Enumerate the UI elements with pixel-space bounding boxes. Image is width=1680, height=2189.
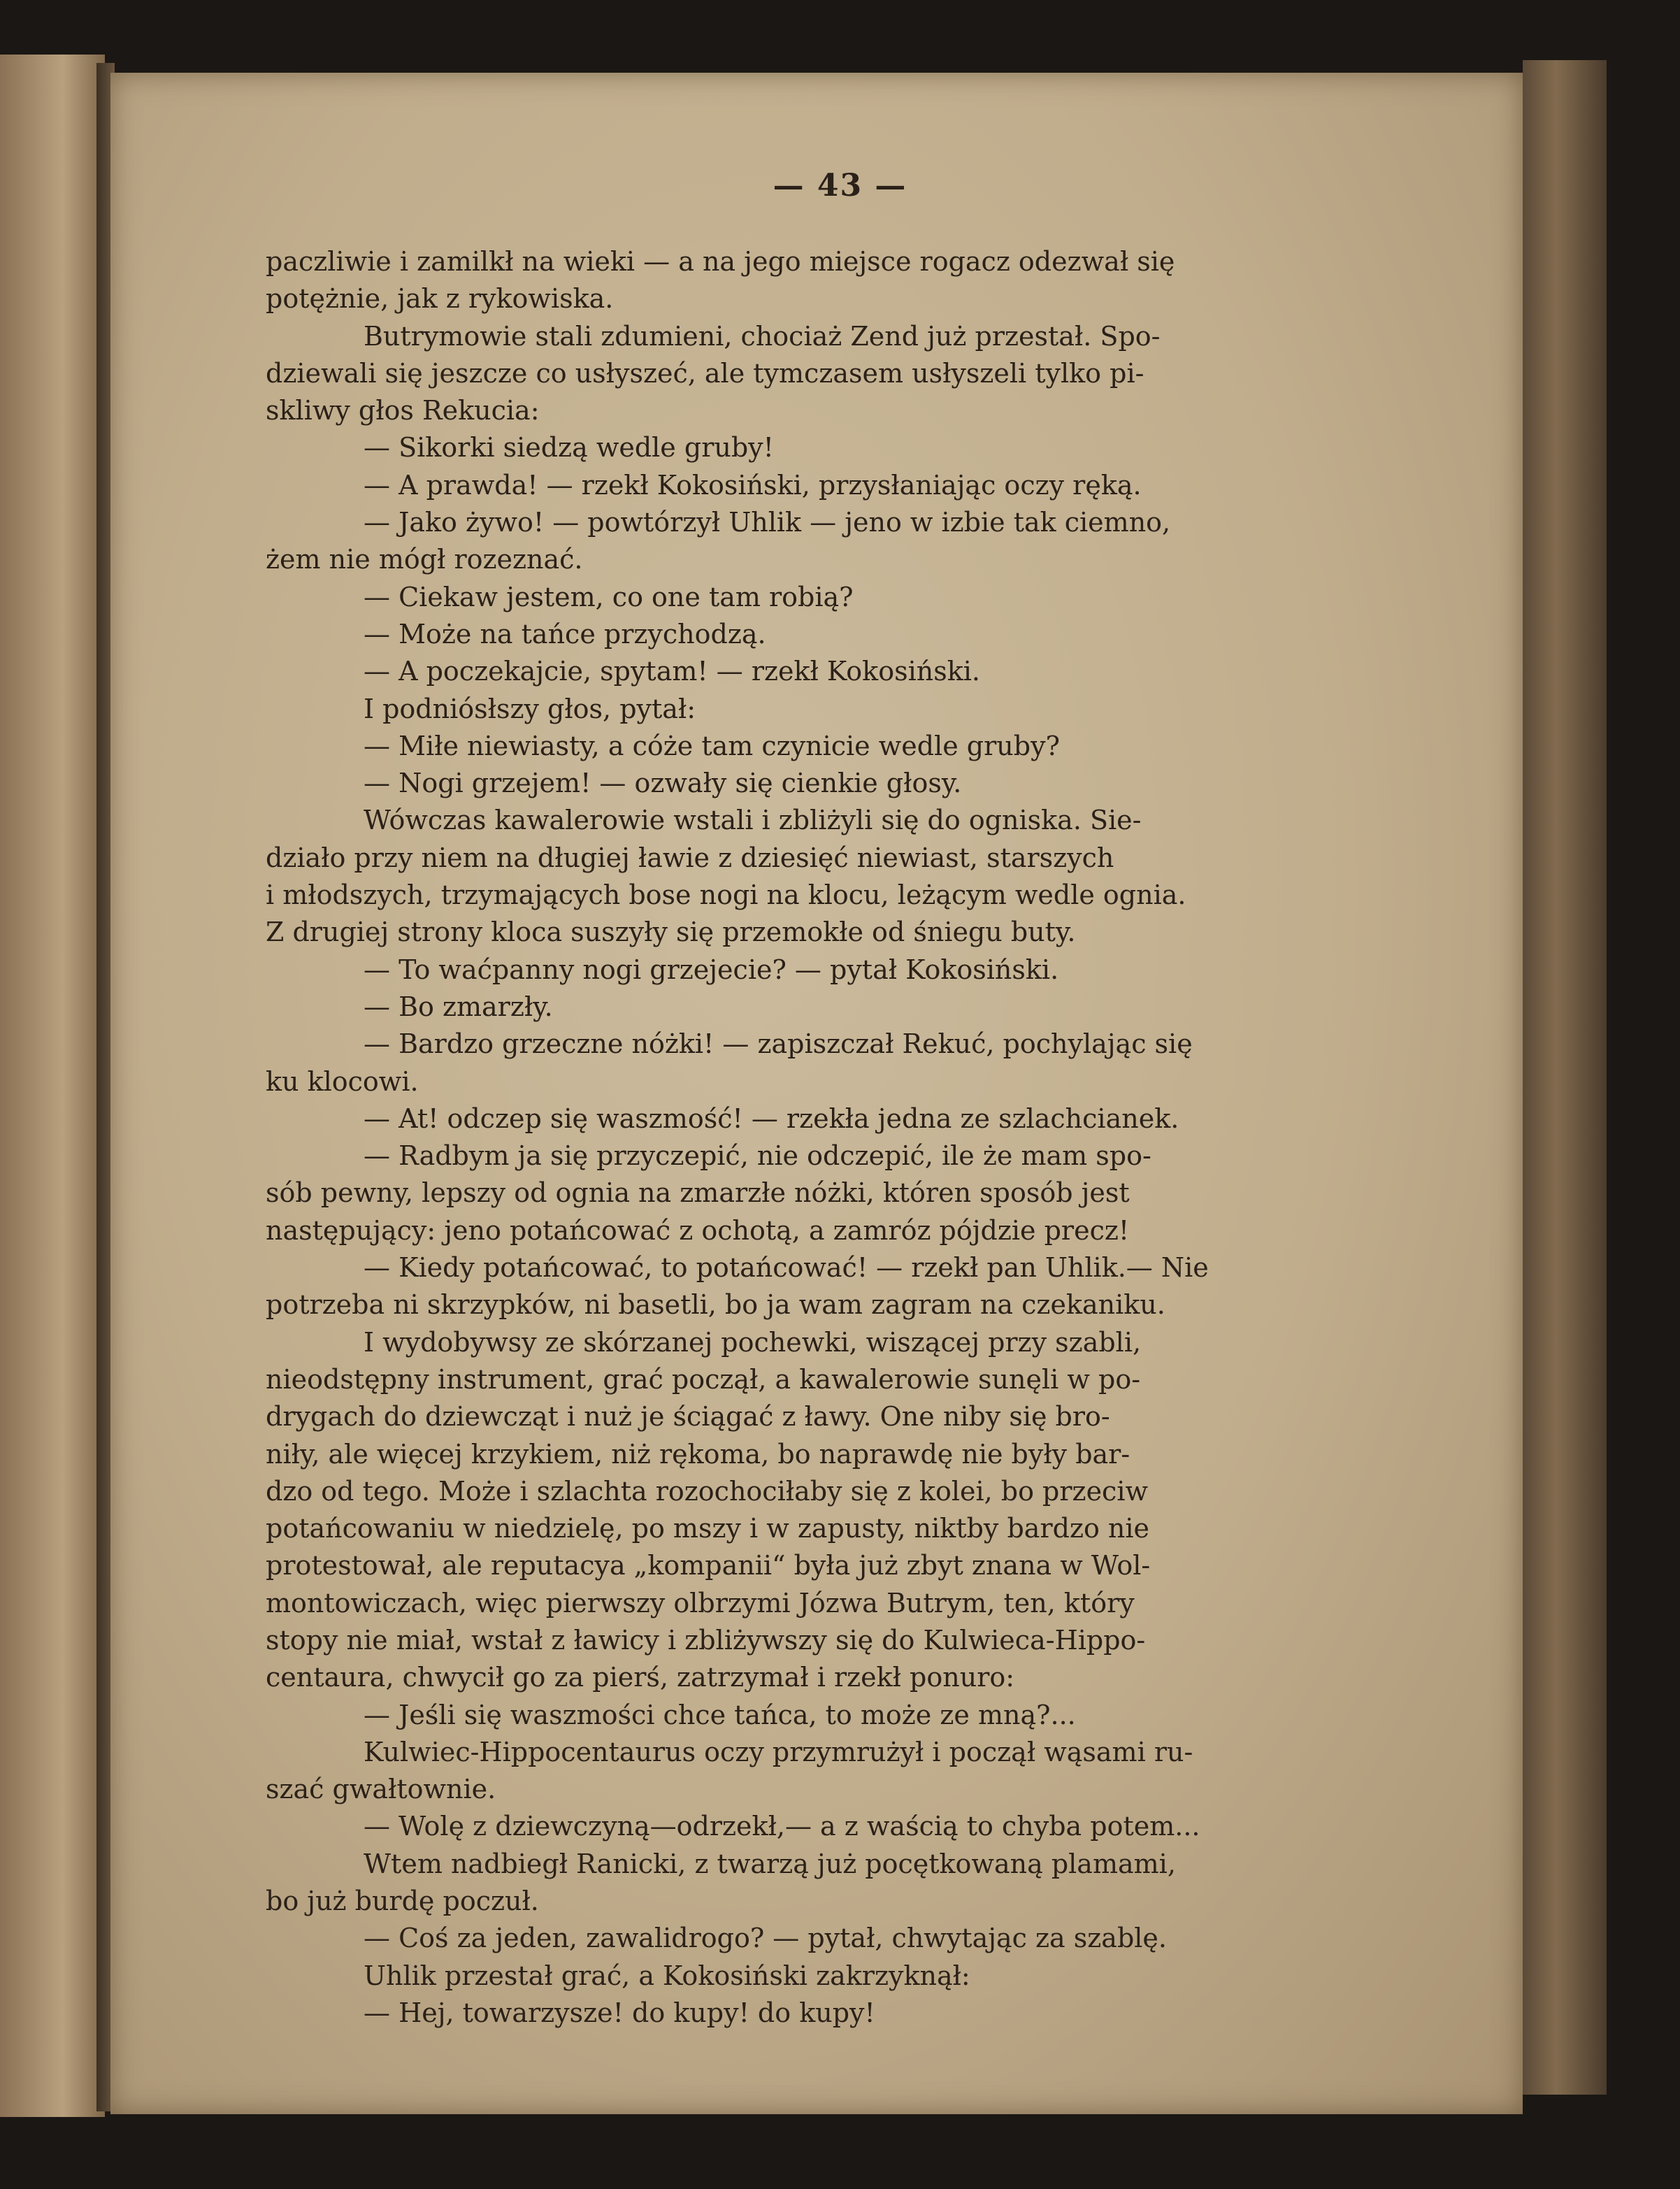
- text-line: — Nogi grzejem! — ozwały się cienkie głosy.: [364, 768, 962, 799]
- text-line: paczliwie i zamilkł na wieki — a na jego miejsce rogacz odezwał się: [266, 246, 1175, 277]
- text-line: — Bardzo grzeczne nóżki! — zapiszczał Rekuć, pochylając się: [364, 1028, 1193, 1060]
- text-line: potężnie, jak z rykowiska.: [266, 283, 614, 315]
- text-line: montowiczach, więc pierwszy olbrzymi Józwa Butrym, ten, który: [266, 1587, 1135, 1619]
- text-line: Kulwiec-Hippocentaurus oczy przymrużył i począł wąsami ru-: [364, 1736, 1193, 1767]
- text-line: — Jeśli się waszmości chce tańca, to może ze mną?...: [364, 1699, 1076, 1730]
- text-line: — Bo zmarzły.: [364, 991, 553, 1022]
- text-line: — Kiedy potańcować, to potańcować! — rzekł pan Uhlik.— Nie: [364, 1252, 1209, 1284]
- text-line: I podniósłszy głos, pytał:: [364, 693, 696, 724]
- text-line: — Radbym ja się przyczepić, nie odczepić, ile że mam spo-: [364, 1140, 1151, 1172]
- text-line: Uhlik przestał grać, a Kokosiński zakrzyknął:: [364, 1960, 970, 1991]
- left-page-edge: [0, 55, 105, 2117]
- text-line: potańcowaniu w niedzielę, po mszy i w zapusty, niktby bardzo nie: [266, 1513, 1150, 1544]
- text-line: następujący: jeno potańcować z ochotą, a zamróz pójdzie precz!: [266, 1214, 1130, 1246]
- text-line: żem nie mógł rozeznać.: [266, 544, 583, 575]
- text-line: nieodstępny instrument, grać począł, a kawalerowie sunęli w po-: [266, 1363, 1141, 1395]
- text-line: — At! odczep się waszmość! — rzekła jedna ze szlachcianek.: [364, 1103, 1179, 1134]
- text-line: — Sikorki siedzą wedle gruby!: [364, 432, 774, 464]
- text-line: — Hej, towarzysze! do kupy! do kupy!: [364, 1997, 875, 2028]
- text-line: Wówczas kawalerowie wstali i zbliżyli się do ogniska. Sie-: [364, 805, 1142, 836]
- text-line: centaura, chwycił go za pierś, zatrzymał i rzekł ponuro:: [266, 1662, 1015, 1693]
- text-line: — Ciekaw jestem, co one tam robią?: [364, 581, 854, 612]
- text-line: — Może na tańce przychodzą.: [364, 618, 766, 649]
- text-line: — A poczekajcie, spytam! — rzekł Kokosiński.: [364, 656, 980, 687]
- text-line: — Coś za jeden, zawalidrogo? — pytał, chwytając za szablę.: [364, 1923, 1167, 1954]
- page-number: — 43 —: [773, 168, 907, 203]
- text-line: ku klocowi.: [266, 1065, 419, 1097]
- page-text: [266, 243, 1419, 2032]
- text-line: dzo od tego. Może i szlachta rozochociłaby się z kolei, bo przeciw: [266, 1475, 1149, 1507]
- text-line: Butrymowie stali zdumieni, chociaż Zend już przestał. Spo-: [364, 320, 1161, 352]
- text-line: dziewali się jeszcze co usłyszeć, ale tymczasem usłyszeli tylko pi-: [266, 357, 1144, 389]
- text-line: działo przy niem na długiej ławie z dziesięć niewiast, starszych: [266, 842, 1114, 873]
- right-page-edges: [1523, 60, 1607, 2095]
- text-line: i młodszych, trzymających bose nogi na klocu, leżącym wedle ognia.: [266, 880, 1186, 911]
- text-line: — A prawda! — rzekł Kokosiński, przysłaniając oczy ręką.: [364, 469, 1142, 501]
- text-line: — Jako żywo! — powtórzył Uhlik — jeno w izbie tak ciemno,: [364, 507, 1171, 538]
- text-line: protestował, ale reputacya „kompanii“ była już zbyt znana w Wol-: [266, 1550, 1151, 1581]
- text-line: — Wolę z dziewczyną—odrzekł,— a z waścią to chyba potem...: [364, 1811, 1200, 1842]
- text-line: potrzeba ni skrzypków, ni basetli, bo ja wam zagram na czekaniku.: [266, 1289, 1165, 1321]
- text-line: Z drugiej strony kloca suszyły się przemokłe od śniegu buty.: [266, 917, 1076, 948]
- text-line: szać gwałtownie.: [266, 1774, 496, 1805]
- text-line: drygach do dziewcząt i nuż je ściągać z ławy. One niby się bro-: [266, 1401, 1110, 1433]
- text-line: skliwy głos Rekucia:: [266, 395, 540, 426]
- text-line: sób pewny, lepszy od ognia na zmarzłe nóżki, któren sposób jest: [266, 1177, 1130, 1209]
- text-line: — Miłe niewiasty, a cóże tam czynicie wedle gruby?: [364, 730, 1060, 761]
- text-line: bo już burdę poczuł.: [266, 1886, 539, 1917]
- text-line: stopy nie miał, wstał z ławicy i zbliżywszy się do Kulwieca-Hippo-: [266, 1624, 1146, 1656]
- text-line: Wtem nadbiegł Ranicki, z twarzą już pocętkowaną plamami,: [364, 1848, 1176, 1879]
- text-line: I wydobywsy ze skórzanej pochewki, wiszącej przy szabli,: [364, 1326, 1142, 1358]
- text-line: — To waćpanny nogi grzejecie? — pytał Kokosiński.: [364, 954, 1059, 985]
- text-line: niły, ale więcej krzykiem, niż rękoma, bo naprawdę nie były bar-: [266, 1438, 1130, 1470]
